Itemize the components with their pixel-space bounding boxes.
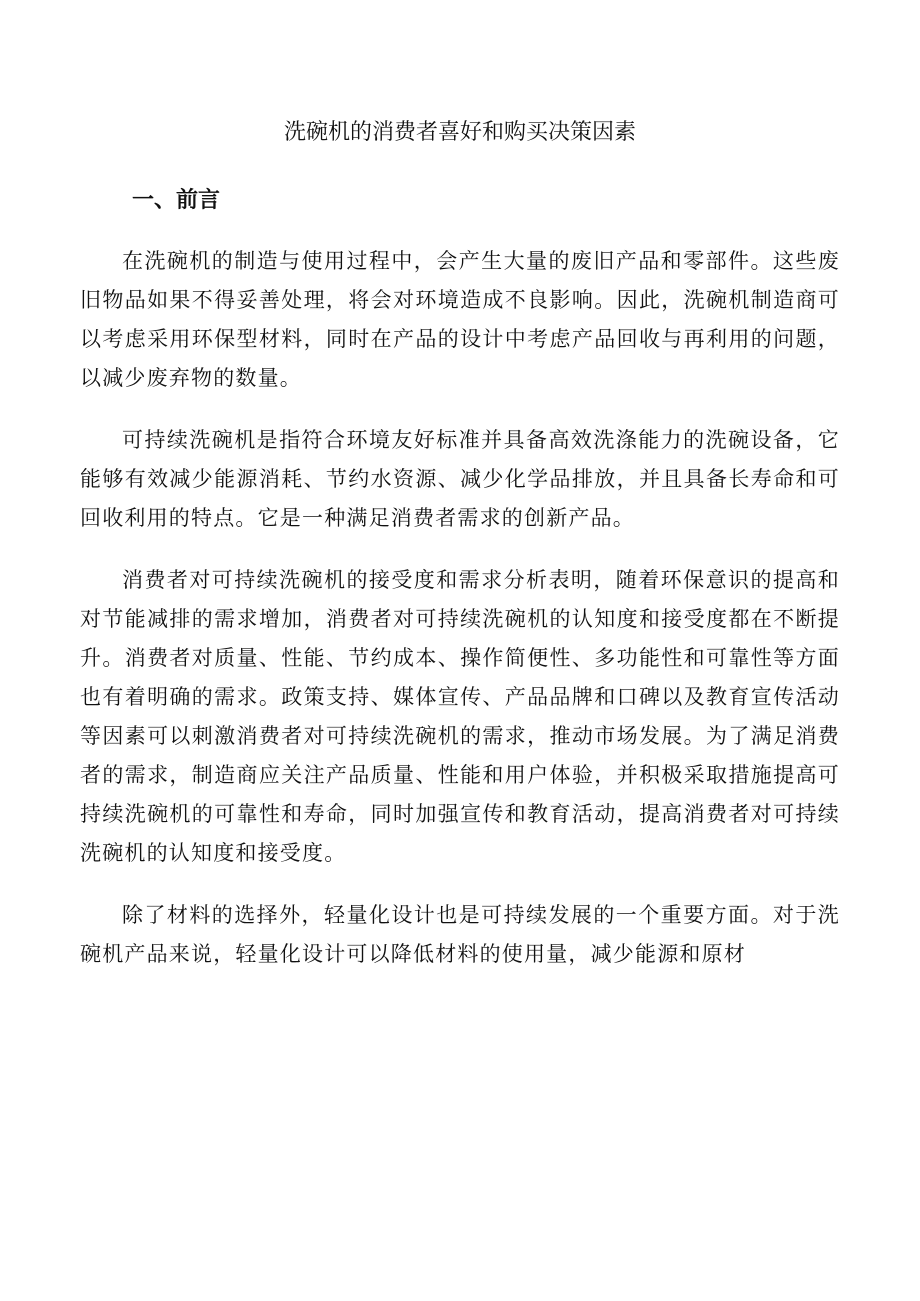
paragraph-lightweight-design: 除了材料的选择外，轻量化设计也是可持续发展的一个重要方面。对于洗碗机产品来说，轻量化设计可以降低材料的使用量，减少能源和原材	[80, 903, 840, 966]
paragraph-consumer-demand: 消费者对可持续洗碗机的接受度和需求分析表明，随着环保意识的提高和对节能减排的需求增加，消费者对可持续洗碗机的认知度和接受度都在不断提升。消费者对质量、性能、节约成本、操作简便性、多功能性和可靠性等方面也有着明确的需求。政策支持、媒体宣传、产品品牌和口碑以及教育宣传活动等因素可以刺激消费者对可持续洗碗机的需求，推动市场发展。为了满足消费者的需求，制造商应关注产品质量、性能和用户体验，并积极采取措施提高可持续洗碗机的可靠性和寿命，同时加强宣传和教育活动，提高消费者对可持续洗碗机的认知度和接受度。	[80, 568, 840, 865]
paragraph-recycling: 在洗碗机的制造与使用过程中，会产生大量的废旧产品和零部件。这些废旧物品如果不得妥善处理，将会对环境造成不良影响。因此，洗碗机制造商可以考虑采用环保型材料，同时在产品的设计中考虑产品回收与再利用的问题，以减少废弃物的数量。	[80, 249, 840, 390]
document-title: 洗碗机的消费者喜好和购买决策因素	[283, 120, 636, 145]
section-heading: 一、前言	[132, 188, 221, 213]
paragraph-definition: 可持续洗碗机是指符合环境友好标准并具备高效洗涤能力的洗碗设备，它能够有效减少能源消耗、节约水资源、减少化学品排放，并且具备长寿命和可回收利用的特点。它是一种满足消费者需求的创新产品。	[80, 428, 840, 530]
document-body	[80, 242, 840, 997]
